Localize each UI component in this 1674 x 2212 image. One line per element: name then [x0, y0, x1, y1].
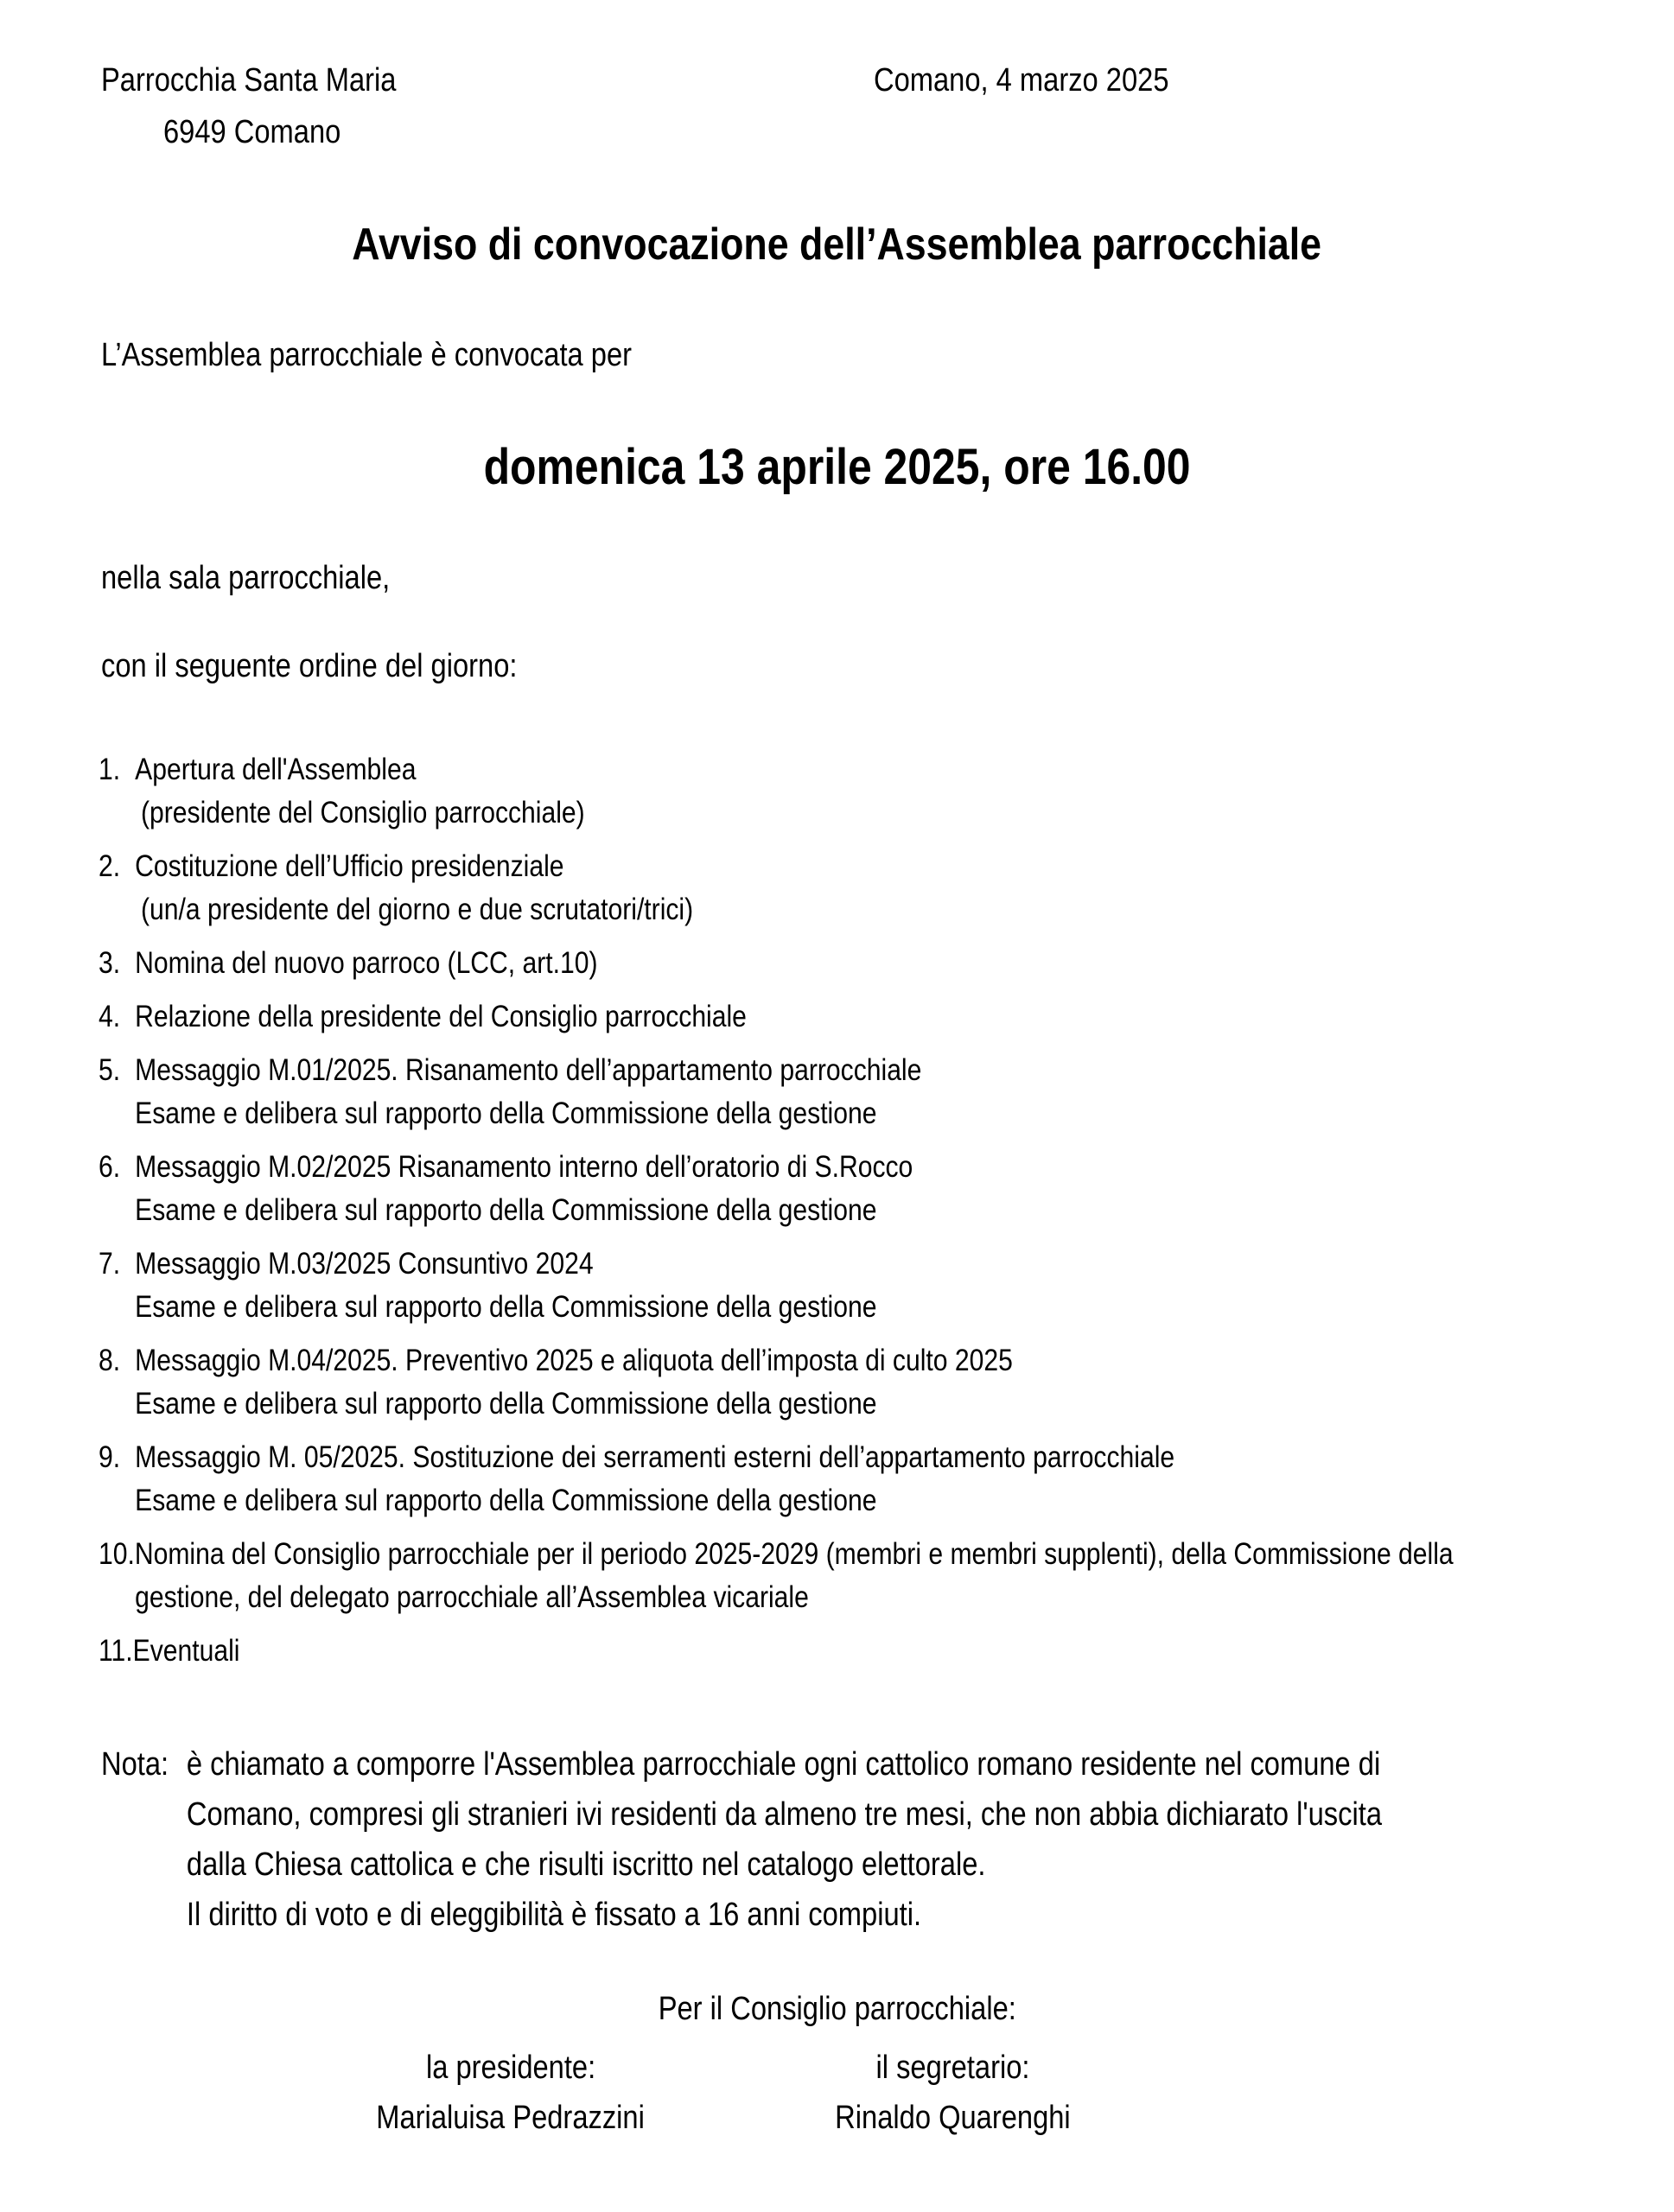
- note-line: è chiamato a comporre l'Assemblea parrocchiale ogni cattolico romano residente nel comune di: [186, 1746, 1381, 1783]
- signature-intro-text: Per il Consiglio parrocchiale:: [658, 1991, 1016, 2027]
- agenda-item-subtext: Esame e delibera sul rapporto della Commissione della gestione: [135, 1387, 877, 1421]
- sender-city: [163, 112, 370, 152]
- meeting-date: [0, 437, 1674, 498]
- agenda-item-text: Apertura dell'Assemblea: [135, 753, 417, 786]
- agenda-item-text: Messaggio M.04/2025. Preventivo 2025 e aliquota dell’imposta di culto 2025: [135, 1344, 1013, 1377]
- agenda-list-inner: [99, 748, 1622, 1683]
- agenda-item: [99, 1049, 1622, 1135]
- signature-president: [286, 2048, 735, 2148]
- agenda-item-subtext: gestione, del delegato parrocchiale all’Assemblea vicariale: [135, 1580, 809, 1614]
- document-title-text: Avviso di convocazione dell’Assemblea parrocchiale: [352, 219, 1322, 270]
- agenda-item: [99, 1533, 1622, 1619]
- signature-role-text: il segretario:: [875, 2050, 1029, 2086]
- place-date: [874, 60, 1217, 100]
- agenda-item-subtext: Esame e delibera sul rapporto della Commissione della gestione: [135, 1290, 877, 1324]
- agenda-item-number: 5.: [99, 1053, 121, 1087]
- agenda-item-line: [99, 1533, 1622, 1576]
- sender-name: [101, 60, 444, 100]
- signature-role: [286, 2048, 735, 2098]
- agenda-item: [99, 1436, 1622, 1522]
- agenda-item-number: 2.: [99, 849, 121, 883]
- intro-text: [101, 335, 718, 375]
- agenda-item-subtext: Esame e delibera sul rapporto della Commissione della gestione: [135, 1193, 877, 1227]
- note-label: Nota:: [101, 1746, 169, 1783]
- agenda-item: [99, 1146, 1622, 1232]
- agenda-item-number: 11.: [99, 1634, 133, 1668]
- note-line: Comano, compresi gli stranieri ivi residenti da almeno tre mesi, che non abbia dichiarato l'uscita: [186, 1796, 1382, 1833]
- agenda-intro: [101, 646, 585, 686]
- agenda-item-text: Nomina del Consiglio parrocchiale per il periodo 2025-2029 (membri e membri supplenti), della Commissione della: [134, 1537, 1454, 1571]
- agenda-item-text: Messaggio M.03/2025 Consuntivo 2024: [135, 1247, 594, 1281]
- agenda-item-number: 4.: [99, 1000, 121, 1033]
- agenda-item-text: Nomina del nuovo parroco (LCC, art.10): [135, 946, 598, 980]
- agenda-item-number: 6.: [99, 1150, 121, 1184]
- place-date-text: Comano, 4 marzo 2025: [874, 62, 1169, 99]
- agenda-item-text: Eventuali: [132, 1634, 240, 1668]
- agenda-item: [99, 995, 1622, 1039]
- agenda-item-subtext: (presidente del Consiglio parrocchiale): [141, 796, 585, 830]
- agenda-item-line: [99, 1630, 1622, 1673]
- agenda-item: [99, 1243, 1622, 1329]
- agenda-item-subtext: Esame e delibera sul rapporto della Commissione della gestione: [135, 1484, 877, 1517]
- agenda-item-number: 1.: [99, 753, 121, 786]
- signature-name: [286, 2098, 735, 2148]
- agenda-item-text: Messaggio M. 05/2025. Sostituzione dei serramenti esterni dell’appartamento parrocchiale: [135, 1440, 1175, 1474]
- agenda-item-number: 8.: [99, 1344, 121, 1377]
- note-body: [187, 1745, 1382, 1945]
- agenda-item-subtext: Esame e delibera sul rapporto della Commissione della gestione: [135, 1096, 877, 1130]
- agenda-item: [99, 942, 1622, 985]
- signature-name: [728, 2098, 1177, 2148]
- agenda-item-number: 9.: [99, 1440, 121, 1474]
- note-section: [101, 1714, 1622, 1933]
- agenda-list: [99, 748, 1620, 1683]
- agenda-item-text: Costituzione dell’Ufficio presidenziale: [135, 849, 564, 883]
- agenda-item-text: Messaggio M.02/2025 Risanamento interno dell’oratorio di S.Rocco: [135, 1150, 913, 1184]
- document-title: [0, 218, 1674, 271]
- agenda-item-number: 10.: [99, 1537, 135, 1571]
- sender-name-text: Parrocchia Santa Maria: [101, 62, 397, 99]
- agenda-item-text: Messaggio M.01/2025. Risanamento dell’appartamento parrocchiale: [135, 1053, 922, 1087]
- note-line: Il diritto di voto e di eleggibilità è fissato a 16 anni compiuti.: [186, 1897, 922, 1933]
- signature-name-text: Rinaldo Quarenghi: [834, 2100, 1071, 2136]
- sender-city-text: 6949 Comano: [163, 114, 341, 150]
- agenda-item-number: 7.: [99, 1247, 121, 1281]
- agenda-item-subtext: (un/a presidente del giorno e due scrutatori/trici): [141, 893, 694, 926]
- signature-role: [728, 2048, 1177, 2098]
- signature-secretary: [728, 2048, 1177, 2148]
- signature-intro: [0, 1989, 1674, 2029]
- agenda-item: [99, 845, 1622, 931]
- agenda-intro-text: con il seguente ordine del giorno:: [101, 648, 518, 684]
- agenda-item: [99, 748, 1622, 835]
- note-line: dalla Chiesa cattolica e che risulti iscritto nel catalogo elettorale.: [186, 1847, 986, 1883]
- agenda-item: [99, 1339, 1622, 1426]
- meeting-location-text: nella sala parrocchiale,: [101, 560, 391, 596]
- meeting-location: [101, 558, 437, 598]
- agenda-item-number: 3.: [99, 946, 121, 980]
- signature-name-text: Marialuisa Pedrazzini: [376, 2100, 646, 2136]
- intro-text-content: L’Assemblea parrocchiale è convocata per: [101, 337, 633, 373]
- agenda-item-text: Relazione della presidente del Consiglio parrocchiale: [135, 1000, 747, 1033]
- agenda-item: [99, 1630, 1622, 1673]
- signature-role-text: la presidente:: [425, 2050, 596, 2086]
- meeting-date-text: domenica 13 aprile 2025, ore 16.00: [483, 439, 1191, 495]
